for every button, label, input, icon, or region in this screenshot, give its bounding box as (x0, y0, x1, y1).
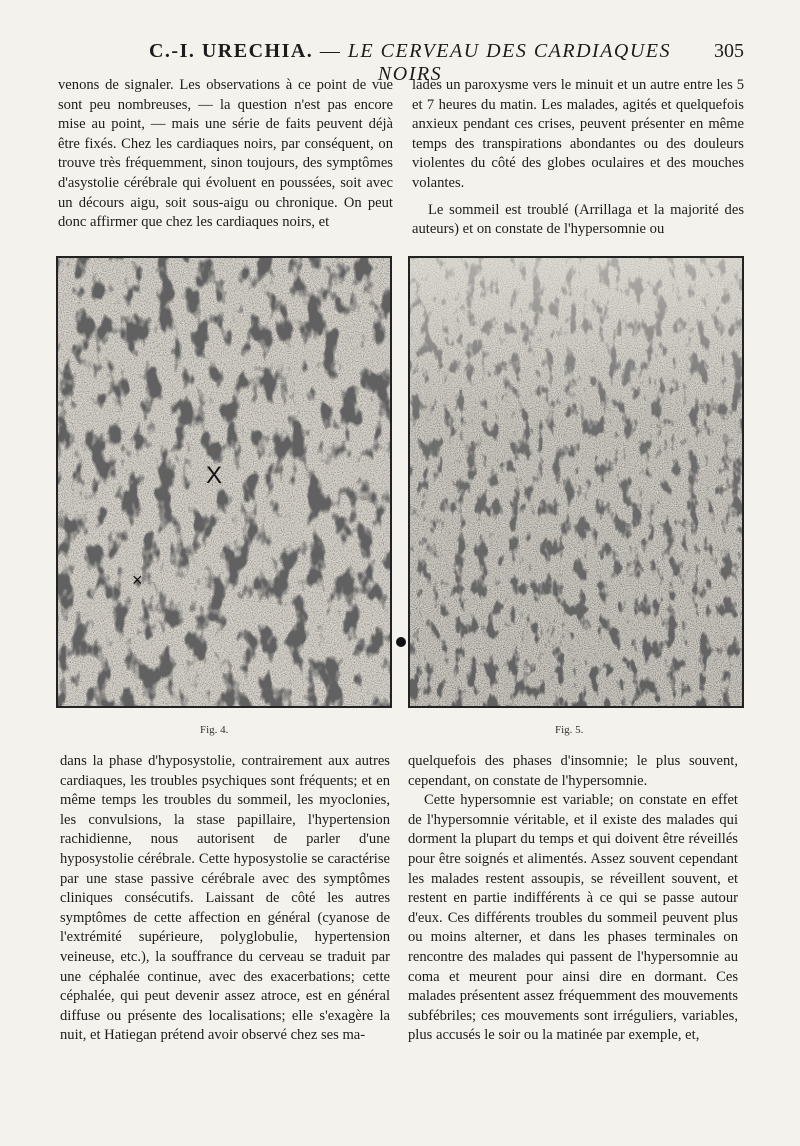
margin-dot (396, 637, 406, 647)
figure-5-caption: Fig. 5. (555, 724, 584, 736)
figure-4-micrograph (56, 256, 392, 708)
running-header (0, 40, 800, 85)
figure-4-mark-x: X (206, 462, 223, 489)
figure-5-micrograph (408, 256, 744, 708)
column-bottom-left (60, 752, 390, 1046)
column-bottom-right (408, 752, 738, 1046)
header-topic: LE CERVEAU DES CARDIAQUES NOIRS (347, 40, 672, 85)
paragraph: dans la phase d'hyposystolie, contrairement aux autres cardiaques, les troubles psychiques sont fréquents; et en même temps les troubles du sommeil, les myoclonies, les convulsions, la stase papillaire, l'hypertension rachidienne, nous autorisent de parler d'une hyposystolie cérébrale. Cette hyposystolie se caractérise par une stase passive cérébrale avec des symptômes cliniques consécutifs. Laissant de côté les autres symptômes de cette affection en général (cyanose de l'extrémité supérieure, polyglobulie, hypertension veineuse, etc.), la souffrance du cerveau se traduit par une céphalée continue, avec des exacerbations; cette céphalée, qui peut devenir assez atroce, est en général diffuse ou présente des localisations; elle s'exagère la nuit, et Hatiegan prétend avoir observé chez ses ma- (60, 753, 390, 1044)
column-top-right (412, 76, 744, 240)
column-top-left (58, 76, 393, 233)
paragraph: quelquefois des phases d'insomnie; le plus souvent, cependant, on constate de l'hypersomnie. (408, 753, 738, 789)
figure-4-caption: Fig. 4. (200, 724, 229, 736)
paragraph: Le sommeil est troublé (Arrillaga et la majorité des auteurs) et on constate de l'hypersomnie ou (412, 201, 744, 238)
header-author: C.-I. URECHIA. (148, 40, 314, 62)
page-number: 305 (714, 40, 744, 62)
figure-4-mark-cross: × (132, 570, 143, 590)
figure-5-image (410, 258, 742, 706)
figure-4-image (58, 258, 390, 706)
paragraph: Cette hypersomnie est variable; on constate en effet de l'hypersomnie véritable, et il existe des malades qui dorment la plupart du temps et qui doivent être réveillés pour être soignés et alimentés. Assez souvent cependant les malades restent assoupis, se réveillent souvent, et restent en partie indifférents à ce qui se passe autour d'eux. Ces différents troubles du sommeil peuvent plus ou moins alterner, et dans les phases terminales on rencontre des malades qui passent de l'hypersomnie au coma et meurent pour ainsi dire en dormant. Ces malades présentent assez fréquemment des mouvements subfébriles; ces mouvements sont irréguliers, variables, plus accusés le soir ou la matinée par exemple, et, (408, 792, 738, 1044)
paragraph: venons de signaler. Les observations à ce point de vue sont peu nombreuses, — la question n'est pas encore mise au point, — mais une série de faits peuvent déjà être fixés. Chez les cardiaques noirs, par conséquent, on trouve très fréquemment, sinon toujours, des symptômes d'asystolie cérébrale qui évoluent en poussées, soit avec un décours aigu, soit sous-aigu ou chronique. On peut donc affirmer que chez les cardiaques noirs, et (58, 77, 393, 231)
paragraph: lades un paroxysme vers le minuit et un autre entre les 5 et 7 heures du matin. Les malades, agités et quelquefois anxieux pendant ces crises, peuvent présenter en même temps des transpirations abondantes ou des douleurs violentes du côté des globes oculaires et des mouches volantes. (412, 77, 744, 191)
header-separator: — (313, 40, 348, 62)
